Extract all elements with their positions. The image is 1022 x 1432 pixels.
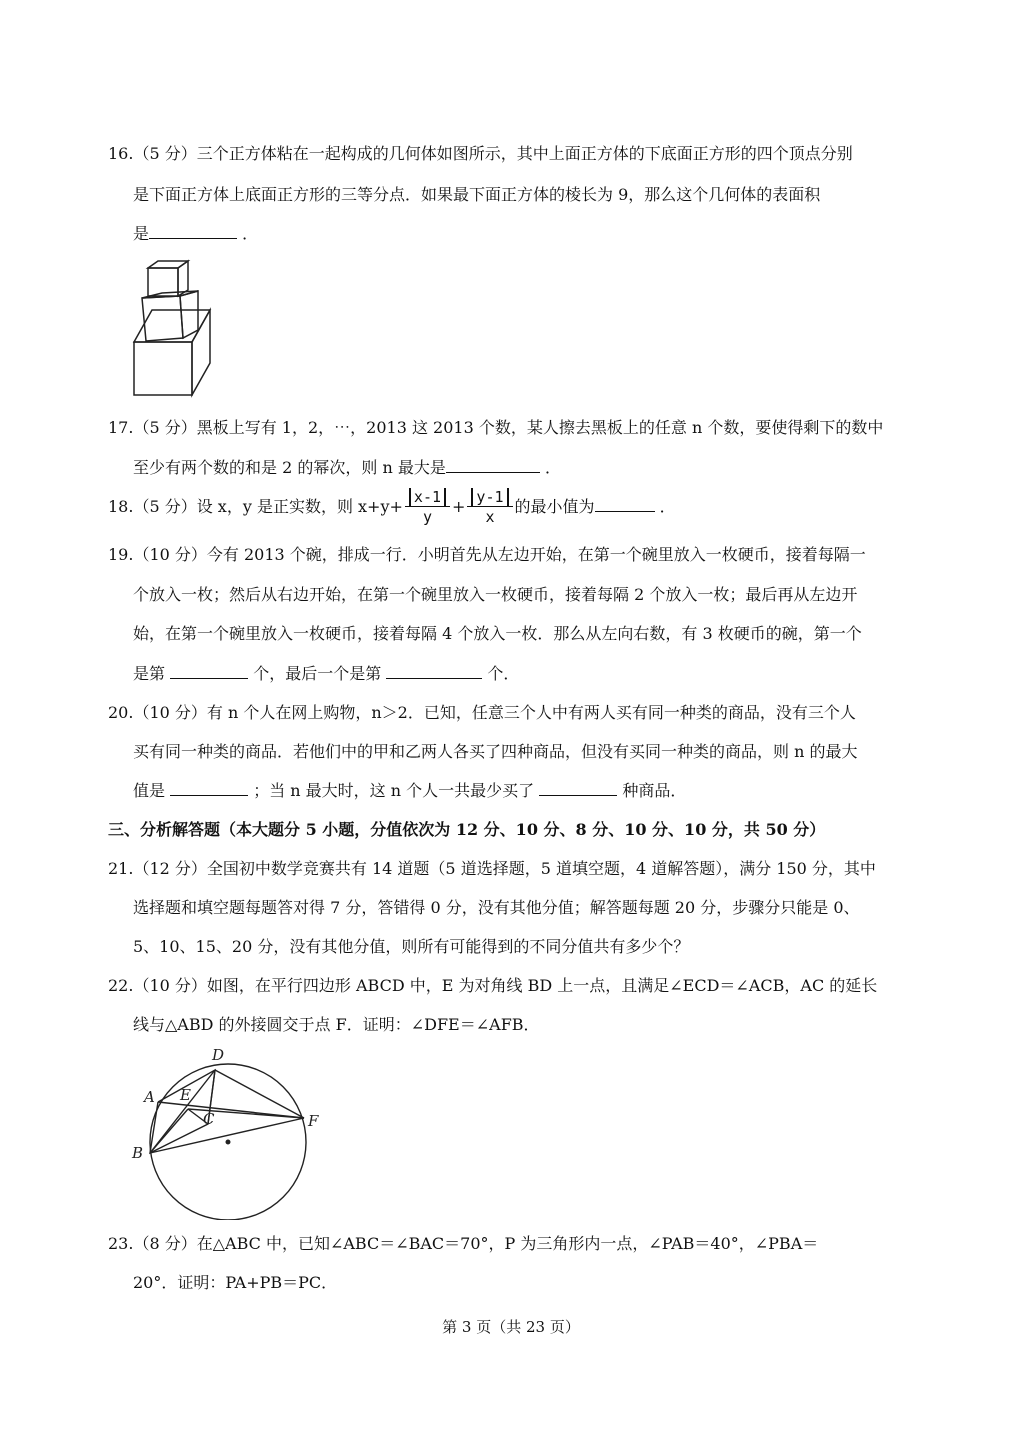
q16-line-3-end: ． (242, 224, 259, 243)
q17-line-2-end: ． (544, 458, 561, 477)
q19-line-4 (133, 664, 519, 684)
fraction-2 (467, 488, 512, 527)
q21-line-1: 21.（12 分）全国初中数学竞赛共有 14 道题（5 道选择题，5 道填空题，4 道解答题），满分 150 分，其中 (108, 859, 876, 878)
q18-text-2: 的最小值为 (514, 497, 595, 516)
label-a: A (144, 1088, 155, 1106)
q19-text-a: 是第 (133, 664, 166, 683)
label-f: F (308, 1112, 319, 1130)
circle-parallelogram-figure (128, 1044, 328, 1220)
label-c: C (203, 1110, 215, 1128)
q20-line-1: 20.（10 分）有 n 个人在网上购物，n＞2．已知，任意三个人中有两人买有同一种类的商品，没有三个人 (108, 703, 856, 722)
answer-blank (170, 664, 248, 679)
q16-line-3-text: 是 (133, 224, 150, 243)
q17-line-2 (133, 458, 561, 478)
answer-blank (170, 781, 248, 796)
q18-text: 18.（5 分）设 x，y 是正实数，则 x+y+ (108, 497, 403, 516)
q20-line-2: 买有同一种类的商品．若他们中的甲和乙两人各买了四种商品，但没有买同一种类的商品，则 n 的最大 (133, 742, 858, 761)
q21-line-2: 选择题和填空题每题答对得 7 分，答错得 0 分，没有其他分值；解答题每题 20 分，步骤分只能是 0、 (133, 898, 860, 917)
q19-line-3: 始，在第一个碗里放入一枚硬币，接着每隔 4 个放入一枚．那么从左向右数，有 3 枚硬币的碗，第一个 (133, 624, 862, 643)
q20-text-c: 种商品． (622, 781, 687, 800)
q18-line (108, 484, 676, 530)
answer-blank (595, 497, 655, 512)
plus-sign: + (452, 497, 466, 516)
stacked-cubes-figure (128, 258, 218, 398)
q16-line-3 (133, 224, 258, 244)
q17-line-1: 17.（5 分）黑板上写有 1，2，⋯，2013 这 2013 个数，某人擦去黑板上的任意 n 个数，要使得剩下的数中 (108, 418, 884, 437)
q17-line-2-text: 至少有两个数的和是 2 的幂次，则 n 最大是 (133, 458, 446, 477)
answer-blank (149, 224, 237, 239)
q19-line-1: 19.（10 分）今有 2013 个碗，排成一行．小明首先从左边开始，在第一个碗里放入一枚硬币，接着每隔一 (108, 545, 866, 564)
q20-text-a: 值是 (133, 781, 166, 800)
q21-line-3: 5、10、15、20 分，没有其他分值，则所有可能得到的不同分值共有多少个？ (133, 937, 690, 956)
circle-center-dot (226, 1140, 230, 1144)
q23-line-1: 23.（8 分）在△ABC 中，已知∠ABC＝∠BAC＝70°，P 为三角形内一点，∠PAB＝40°，∠PBA＝ (108, 1234, 819, 1253)
answer-blank (386, 664, 482, 679)
q20-text-b: ；当 n 最大时，这 n 个人一共最少买了 (253, 781, 535, 800)
label-e: E (180, 1086, 191, 1104)
label-d: D (212, 1046, 225, 1064)
q16-line-2: 是下面正方体上底面正方形的三等分点．如果最下面正方体的棱长为 9，那么这个几何体的表面积 (133, 185, 821, 204)
fraction-1-numerator: x-1 (409, 488, 446, 506)
section-heading: 三、分析解答题（本大题分 5 小题，分值依次为 12 分、10 分、8 分、10 分、10 分，共 50 分） (108, 820, 826, 839)
q22-line-2: 线与△ABD 的外接圆交于点 F．证明：∠DFE＝∠AFB． (133, 1015, 540, 1034)
q19-text-b: 个，最后一个是第 (253, 664, 382, 683)
q23-line-2: 20°．证明：PA+PB＝PC． (133, 1273, 338, 1292)
page-footer: 第 3 页（共 23 页） (442, 1318, 580, 1336)
q22-line-1: 22.（10 分）如图，在平行四边形 ABCD 中，E 为对角线 BD 上一点，且满足∠ECD＝∠ACB，AC 的延长 (108, 976, 878, 995)
answer-blank (446, 458, 540, 473)
fraction-2-numerator: y-1 (471, 488, 508, 506)
q19-line-2: 个放入一枚；然后从右边开始，在第一个碗里放入一枚硬币，接着每隔 2 个放入一枚；最后再从左边开 (133, 585, 858, 604)
q20-line-3 (133, 781, 686, 801)
fraction-2-denominator: x (485, 508, 495, 526)
q19-text-c: 个． (487, 664, 520, 683)
fraction-1 (405, 488, 450, 527)
answer-blank (539, 781, 617, 796)
q16-line-1: 16.（5 分）三个正方体粘在一起构成的几何体如图所示，其中上面正方体的下底面正方形的四个顶点分别 (108, 144, 853, 163)
fraction-1-denominator: y (422, 508, 432, 526)
q18-end: ． (659, 497, 676, 516)
label-b: B (132, 1144, 144, 1162)
